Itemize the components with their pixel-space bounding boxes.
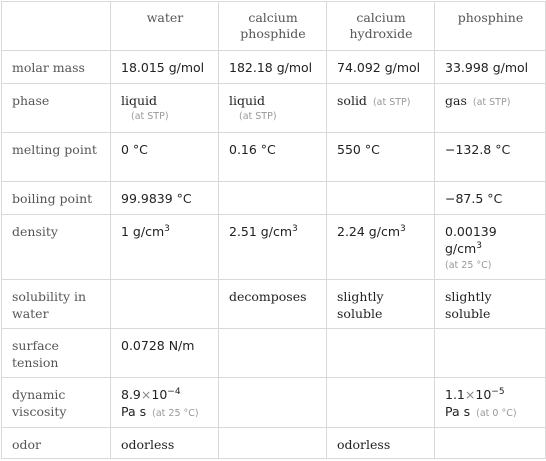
row-molar-mass — [2, 51, 546, 84]
density-value-line2 — [445, 240, 536, 257]
row-melting-point — [2, 133, 546, 182]
density-exponent: 3 — [292, 223, 298, 234]
row-solubility — [2, 280, 546, 329]
density-value: 1 g/cm — [121, 224, 165, 239]
phase-value: liquid — [229, 93, 266, 108]
cell-phosphine-surface-tension — [435, 329, 546, 378]
cell-calcium-phosphide-solubility: decomposes — [219, 280, 327, 329]
density-exponent: 3 — [476, 240, 482, 251]
cell-calcium-hydroxide-melting-point: 550 °C — [327, 133, 435, 182]
cell-calcium-phosphide-melting-point: 0.16 °C — [219, 133, 327, 182]
density-exponent: 3 — [164, 223, 170, 234]
cell-phosphine-boiling-point: −87.5 °C — [435, 182, 546, 215]
cell-phosphine-odor — [435, 428, 546, 459]
cell-calcium-hydroxide-phase — [327, 84, 435, 133]
row-boiling-point — [2, 182, 546, 215]
properties-table — [1, 1, 546, 459]
viscosity-exponent: −5 — [491, 386, 505, 397]
row-dynamic-viscosity — [2, 378, 546, 428]
cell-calcium-hydroxide-surface-tension — [327, 329, 435, 378]
cell-calcium-hydroxide-dynamic-viscosity — [327, 378, 435, 428]
viscosity-value — [121, 386, 209, 403]
column-header-calcium-phosphide: calcium phosphide — [219, 2, 327, 51]
row-label-odor: odor — [2, 428, 111, 459]
cell-phosphine-phase — [435, 84, 546, 133]
phase-note: (at STP) — [372, 97, 411, 108]
cell-calcium-phosphide-boiling-point — [219, 182, 327, 215]
density-exponent: 3 — [400, 223, 406, 234]
cell-water-dynamic-viscosity — [111, 378, 219, 428]
viscosity-note: (at 25 °C) — [152, 408, 199, 419]
cell-water-phase — [111, 84, 219, 133]
cell-calcium-hydroxide-odor: odorless — [327, 428, 435, 459]
cell-phosphine-solubility: slightly soluble — [435, 280, 546, 329]
row-label-surface-tension: surface tension — [2, 329, 111, 378]
cell-calcium-hydroxide-molar-mass: 74.092 g/mol — [327, 51, 435, 84]
header-row — [2, 2, 546, 51]
phase-value: liquid — [121, 93, 158, 108]
density-unit: g/cm — [445, 241, 477, 256]
cell-calcium-phosphide-phase — [219, 84, 327, 133]
row-label-melting-point: melting point — [2, 133, 111, 182]
cell-phosphine-dynamic-viscosity — [435, 378, 546, 428]
viscosity-unit-line — [121, 403, 209, 422]
phase-value: solid — [337, 93, 367, 108]
density-value-line1: 0.00139 — [445, 224, 497, 239]
phase-value: gas — [445, 93, 467, 108]
viscosity-exponent: −4 — [167, 386, 181, 397]
phase-note: (at STP) — [472, 97, 511, 108]
row-label-solubility: solubility in water — [2, 280, 111, 329]
viscosity-unit-line — [445, 403, 536, 422]
viscosity-unit: Pa s — [445, 404, 471, 419]
row-odor — [2, 428, 546, 459]
cell-phosphine-density — [435, 215, 546, 280]
row-label-density: density — [2, 215, 111, 280]
viscosity-note: (at 0 °C) — [476, 408, 517, 419]
cell-calcium-phosphide-density — [219, 215, 327, 280]
cell-water-melting-point: 0 °C — [111, 133, 219, 182]
cell-calcium-hydroxide-boiling-point — [327, 182, 435, 215]
row-density — [2, 215, 546, 280]
cell-water-density — [111, 215, 219, 280]
corner-cell — [2, 2, 111, 51]
phase-note: (at STP) — [239, 111, 277, 122]
column-header-phosphine: phosphine — [435, 2, 546, 51]
row-phase — [2, 84, 546, 133]
viscosity-base: 10 — [475, 387, 492, 402]
cell-calcium-phosphide-molar-mass: 182.18 g/mol — [219, 51, 327, 84]
cell-calcium-hydroxide-density — [327, 215, 435, 280]
viscosity-unit: Pa s — [121, 404, 147, 419]
cell-phosphine-molar-mass: 33.998 g/mol — [435, 51, 546, 84]
times-sign: × — [140, 387, 152, 402]
density-note: (at 25 °C) — [445, 260, 492, 271]
row-label-boiling-point: boiling point — [2, 182, 111, 215]
density-value: 2.24 g/cm — [337, 224, 401, 239]
viscosity-value — [445, 386, 536, 403]
cell-water-surface-tension: 0.0728 N/m — [111, 329, 219, 378]
density-value: 2.51 g/cm — [229, 224, 293, 239]
cell-water-molar-mass: 18.015 g/mol — [111, 51, 219, 84]
cell-calcium-phosphide-dynamic-viscosity — [219, 378, 327, 428]
times-sign: × — [464, 387, 476, 402]
viscosity-base: 10 — [151, 387, 168, 402]
column-header-calcium-hydroxide: calcium hydroxide — [327, 2, 435, 51]
viscosity-mantissa: 1.1 — [445, 387, 465, 402]
cell-phosphine-melting-point: −132.8 °C — [435, 133, 546, 182]
column-header-water: water — [111, 2, 219, 51]
row-surface-tension — [2, 329, 546, 378]
viscosity-mantissa: 8.9 — [121, 387, 141, 402]
cell-water-solubility — [111, 280, 219, 329]
cell-water-odor: odorless — [111, 428, 219, 459]
phase-note: (at STP) — [131, 111, 169, 122]
row-label-molar-mass: molar mass — [2, 51, 111, 84]
cell-calcium-hydroxide-solubility: slightly soluble — [327, 280, 435, 329]
cell-calcium-phosphide-odor — [219, 428, 327, 459]
cell-water-boiling-point: 99.9839 °C — [111, 182, 219, 215]
cell-calcium-phosphide-surface-tension — [219, 329, 327, 378]
row-label-dynamic-viscosity: dynamic viscosity — [2, 378, 111, 428]
row-label-phase: phase — [2, 84, 111, 133]
